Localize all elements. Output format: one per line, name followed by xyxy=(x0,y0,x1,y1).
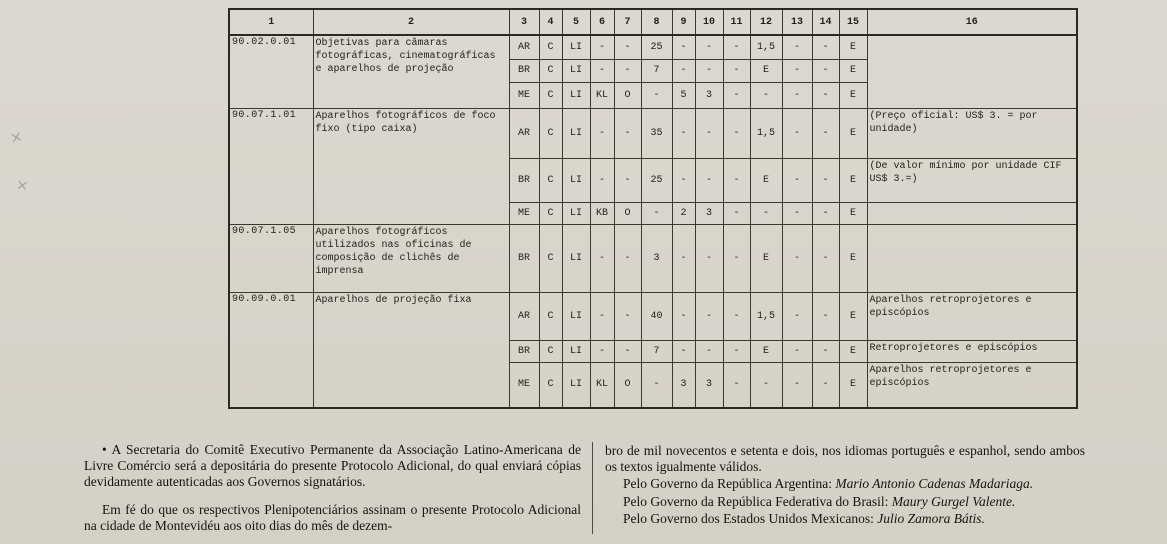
tariff-cell: - xyxy=(782,82,812,108)
tariff-cell: - xyxy=(590,224,614,292)
column-header: 2 xyxy=(313,9,509,35)
tariff-cell: - xyxy=(672,224,695,292)
tariff-cell: - xyxy=(590,340,614,362)
tariff-cell: BR xyxy=(509,340,539,362)
tariff-cell: ME xyxy=(509,82,539,108)
tariff-cell: C xyxy=(539,158,562,202)
tariff-cell: BR xyxy=(509,59,539,82)
tariff-cell: E xyxy=(839,82,867,108)
tariff-cell: - xyxy=(782,202,812,224)
tariff-cell: - xyxy=(590,108,614,158)
tariff-cell: KB xyxy=(590,202,614,224)
tariff-cell: - xyxy=(812,35,839,59)
tariff-cell: E xyxy=(839,202,867,224)
tariff-cell: 25 xyxy=(641,158,672,202)
item-description: Aparelhos fotográficos de foco fixo (tipo caixa) xyxy=(313,108,509,224)
tariff-cell: KL xyxy=(590,362,614,408)
note-cell: Aparelhos retroprojetores e episcópios xyxy=(867,292,1077,340)
tariff-cell: - xyxy=(750,82,782,108)
tariff-cell: - xyxy=(812,292,839,340)
tariff-cell: - xyxy=(672,292,695,340)
note-cell: Retroprojetores e episcópios xyxy=(867,340,1077,362)
table-body xyxy=(229,35,1077,408)
tariff-cell: - xyxy=(614,108,641,158)
tariff-cell: - xyxy=(695,340,723,362)
tariff-cell: - xyxy=(695,158,723,202)
tariff-cell: - xyxy=(750,362,782,408)
tariff-cell: - xyxy=(723,292,750,340)
note-cell: (De valor mínimo por unidade CIF US$ 3.=) xyxy=(867,158,1077,202)
tariff-cell: 3 xyxy=(695,362,723,408)
column-header: 1 xyxy=(229,9,313,35)
tariff-cell: LI xyxy=(562,108,590,158)
tariff-cell: - xyxy=(641,362,672,408)
note-cell: (Preço oficial: US$ 3. = por unidade) xyxy=(867,108,1077,158)
tariff-cell: E xyxy=(750,158,782,202)
tariff-cell: C xyxy=(539,108,562,158)
table-row xyxy=(229,292,1077,340)
tariff-cell: ME xyxy=(509,362,539,408)
tariff-cell: - xyxy=(812,158,839,202)
column-header: 3 xyxy=(509,9,539,35)
tariff-cell: 5 xyxy=(672,82,695,108)
tariff-cell: - xyxy=(782,340,812,362)
tariff-cell: - xyxy=(695,35,723,59)
tariff-cell: C xyxy=(539,292,562,340)
footer-paragraph xyxy=(605,494,1085,510)
item-code: 90.07.1.05 xyxy=(229,224,313,292)
column-header: 12 xyxy=(750,9,782,35)
footer-paragraph xyxy=(605,476,1085,492)
tariff-cell: - xyxy=(723,202,750,224)
item-description: Aparelhos fotográficos utilizados nas oficinas de composição de clichês de imprensa xyxy=(313,224,509,292)
tariff-cell: C xyxy=(539,224,562,292)
tariff-cell: - xyxy=(672,340,695,362)
tariff-cell: AR xyxy=(509,108,539,158)
tariff-cell: - xyxy=(614,292,641,340)
tariff-cell: 35 xyxy=(641,108,672,158)
tariff-cell: - xyxy=(782,362,812,408)
column-header: 9 xyxy=(672,9,695,35)
column-header: 5 xyxy=(562,9,590,35)
tariff-cell: - xyxy=(812,202,839,224)
item-description: Aparelhos de projeção fixa xyxy=(313,292,509,408)
tariff-cell: - xyxy=(723,340,750,362)
note-cell xyxy=(867,202,1077,224)
tariff-cell: - xyxy=(695,224,723,292)
tariff-cell: - xyxy=(812,59,839,82)
note-cell: Aparelhos retroprojetores e episcópios xyxy=(867,362,1077,408)
tariff-cell: O xyxy=(614,202,641,224)
column-header: 13 xyxy=(782,9,812,35)
tariff-cell: - xyxy=(614,59,641,82)
tariff-cell: C xyxy=(539,35,562,59)
tariff-cell: 7 xyxy=(641,340,672,362)
tariff-cell: - xyxy=(723,59,750,82)
column-header: 14 xyxy=(812,9,839,35)
tariff-cell: E xyxy=(750,340,782,362)
column-header: 8 xyxy=(641,9,672,35)
tariff-cell: 1,5 xyxy=(750,292,782,340)
tariff-cell: - xyxy=(672,108,695,158)
tariff-cell: 1,5 xyxy=(750,108,782,158)
tariff-cell: C xyxy=(539,362,562,408)
tariff-cell: LI xyxy=(562,292,590,340)
tariff-cell: KL xyxy=(590,82,614,108)
tariff-cell: - xyxy=(723,108,750,158)
tariff-cell: - xyxy=(590,35,614,59)
tariff-cell: E xyxy=(839,292,867,340)
tariff-cell: C xyxy=(539,82,562,108)
tariff-cell: - xyxy=(723,158,750,202)
tariff-table-wrapper xyxy=(228,8,1078,409)
tariff-cell: - xyxy=(695,59,723,82)
note-cell xyxy=(867,35,1077,108)
tariff-cell: - xyxy=(723,362,750,408)
tariff-cell: - xyxy=(782,224,812,292)
footer-paragraph-text: Pelo Governo dos Estados Unidos Mexicanos: xyxy=(623,510,878,526)
column-header: 15 xyxy=(839,9,867,35)
tariff-cell: LI xyxy=(562,362,590,408)
tariff-cell: - xyxy=(641,82,672,108)
tariff-cell: - xyxy=(672,59,695,82)
scan-mark: × xyxy=(14,175,30,195)
tariff-cell: LI xyxy=(562,82,590,108)
tariff-cell: C xyxy=(539,340,562,362)
tariff-cell: - xyxy=(782,35,812,59)
tariff-cell: 3 xyxy=(695,82,723,108)
tariff-cell: 7 xyxy=(641,59,672,82)
column-header: 7 xyxy=(614,9,641,35)
signatory-name: Mario Antonio Cadenas Madariaga. xyxy=(835,476,1034,492)
table-row xyxy=(229,108,1077,158)
tariff-cell: - xyxy=(812,340,839,362)
tariff-cell: - xyxy=(614,224,641,292)
note-cell xyxy=(867,224,1077,292)
footer-paragraph-text: Pelo Governo da República Argentina: xyxy=(623,476,836,492)
column-header: 4 xyxy=(539,9,562,35)
tariff-cell: - xyxy=(782,108,812,158)
signatory-name: Julio Zamora Bátis. xyxy=(877,510,985,526)
footer-paragraph-text: Pelo Governo da República Federativa do Brasil: xyxy=(623,493,892,509)
item-code: 90.07.1.01 xyxy=(229,108,313,224)
tariff-cell: - xyxy=(723,82,750,108)
footer-paragraph xyxy=(605,511,1085,527)
tariff-cell: - xyxy=(590,292,614,340)
tariff-cell: 3 xyxy=(641,224,672,292)
tariff-cell: - xyxy=(812,82,839,108)
item-code: 90.02.0.01 xyxy=(229,35,313,108)
tariff-cell: AR xyxy=(509,292,539,340)
tariff-cell: E xyxy=(839,224,867,292)
tariff-cell: E xyxy=(750,224,782,292)
tariff-cell: 3 xyxy=(672,362,695,408)
tariff-cell: - xyxy=(782,158,812,202)
tariff-cell: E xyxy=(750,59,782,82)
column-header: 16 xyxy=(867,9,1077,35)
tariff-cell: LI xyxy=(562,202,590,224)
tariff-cell: E xyxy=(839,362,867,408)
item-code: 90.09.0.01 xyxy=(229,292,313,408)
tariff-cell: - xyxy=(750,202,782,224)
tariff-cell: - xyxy=(641,202,672,224)
footer-left-column xyxy=(84,442,592,534)
tariff-cell: O xyxy=(614,82,641,108)
tariff-cell: - xyxy=(723,35,750,59)
tariff-cell: 2 xyxy=(672,202,695,224)
tariff-cell: - xyxy=(614,158,641,202)
tariff-cell: - xyxy=(695,108,723,158)
tariff-cell: AR xyxy=(509,35,539,59)
tariff-cell: BR xyxy=(509,224,539,292)
tariff-cell: - xyxy=(812,362,839,408)
tariff-cell: E xyxy=(839,35,867,59)
footer-paragraph: • A Secretaria do Comitê Executivo Permanente da Associação Latino-Americana de Livre Comércio será a depositária do presente Protocolo Adicional, do qual enviará cópias devidamente autenticadas aos Governos signatários. xyxy=(84,442,581,490)
column-header: 10 xyxy=(695,9,723,35)
tariff-cell: BR xyxy=(509,158,539,202)
tariff-cell: C xyxy=(539,202,562,224)
tariff-cell: - xyxy=(590,59,614,82)
table-row xyxy=(229,35,1077,59)
tariff-cell: - xyxy=(812,224,839,292)
scan-mark: × xyxy=(8,126,25,148)
tariff-cell: 3 xyxy=(695,202,723,224)
column-header: 6 xyxy=(590,9,614,35)
tariff-cell: - xyxy=(782,59,812,82)
tariff-cell: 40 xyxy=(641,292,672,340)
tariff-cell: C xyxy=(539,59,562,82)
tariff-cell: - xyxy=(695,292,723,340)
tariff-cell: - xyxy=(590,158,614,202)
tariff-cell: LI xyxy=(562,340,590,362)
tariff-cell: E xyxy=(839,340,867,362)
tariff-table xyxy=(228,8,1078,409)
tariff-cell: O xyxy=(614,362,641,408)
item-description: Objetivas para câmaras fotográficas, cinematográficas e aparelhos de projeção xyxy=(313,35,509,108)
signatory-name: Maury Gurgel Valente. xyxy=(891,493,1016,509)
footer-paragraph: Em fé do que os respectivos Plenipotenciários assinam o presente Protocolo Adicional na cidade de Montevidéu aos oito dias do mês de dezem- xyxy=(84,501,581,533)
footer-paragraph xyxy=(605,443,1085,475)
header-row xyxy=(229,9,1077,35)
tariff-cell: - xyxy=(812,108,839,158)
tariff-cell: - xyxy=(672,158,695,202)
tariff-cell: 25 xyxy=(641,35,672,59)
tariff-cell: E xyxy=(839,158,867,202)
column-header: 11 xyxy=(723,9,750,35)
table-row xyxy=(229,224,1077,292)
tariff-cell: LI xyxy=(562,35,590,59)
tariff-cell: E xyxy=(839,59,867,82)
tariff-cell: - xyxy=(672,35,695,59)
tariff-cell: ME xyxy=(509,202,539,224)
footer-right-column xyxy=(593,442,1085,534)
footer-text xyxy=(84,442,1086,534)
tariff-cell: - xyxy=(782,292,812,340)
tariff-cell: LI xyxy=(562,59,590,82)
tariff-cell: E xyxy=(839,108,867,158)
footer-paragraph-text: bro de mil novecentos e setenta e dois, nos idiomas português e espanhol, sendo ambos os textos igualmente válidos. xyxy=(605,443,1085,475)
tariff-cell: - xyxy=(723,224,750,292)
tariff-cell: LI xyxy=(562,158,590,202)
tariff-cell: - xyxy=(614,340,641,362)
tariff-cell: 1,5 xyxy=(750,35,782,59)
tariff-cell: LI xyxy=(562,224,590,292)
tariff-cell: - xyxy=(614,35,641,59)
